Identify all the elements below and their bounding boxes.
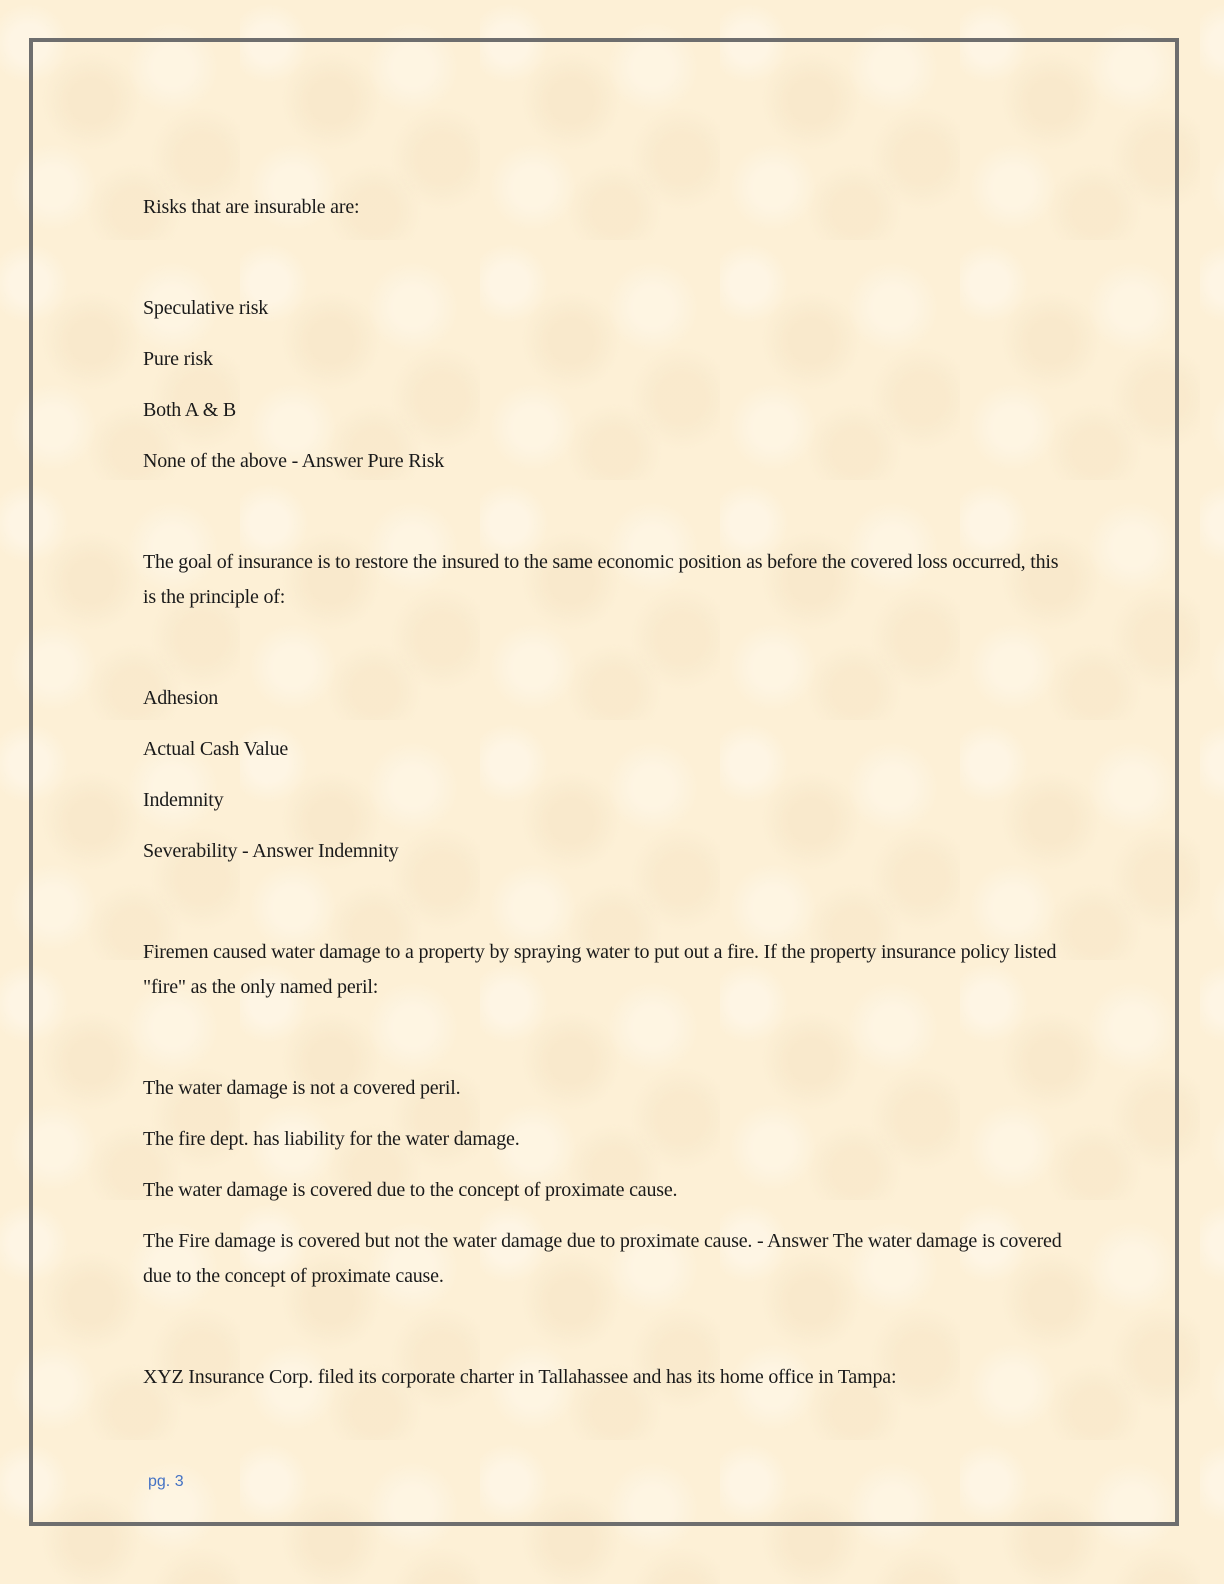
question-text: Risks that are insurable are: (143, 196, 360, 218)
document-body (143, 190, 1073, 1395)
answer-option: Adhesion (143, 687, 219, 709)
answer-option: Both A & B (143, 399, 237, 421)
answer-option: Severability - Answer Indemnity (143, 840, 399, 862)
answer-option: None of the above - Answer Pure Risk (143, 450, 445, 472)
question-text: XYZ Insurance Corp. filed its corporate charter in Tallahassee and has its home office in Tampa: (143, 1366, 897, 1388)
answer-option: Pure risk (143, 348, 213, 370)
answer-option: The fire dept. has liability for the water damage. (143, 1128, 520, 1150)
answer-option: The water damage is not a covered peril. (143, 1077, 461, 1099)
answer-option: Actual Cash Value (143, 738, 289, 760)
answer-option: The water damage is covered due to the concept of proximate cause. (143, 1179, 678, 1201)
question-text: Firemen caused water damage to a property by spraying water to put out a fire. If the property insurance policy listed "fire" as the only named peril: (143, 941, 1057, 998)
answer-option: Speculative risk (143, 297, 269, 319)
answer-option: The Fire damage is covered but not the water damage due to proximate cause. - Answer The water damage is covered due to the concept of proximate cause. (143, 1230, 1062, 1287)
question-text: The goal of insurance is to restore the insured to the same economic position as before the covered loss occurred, this is the principle of: (143, 551, 1059, 608)
answer-option: Indemnity (143, 789, 224, 811)
page-number: pg. 3 (148, 1473, 184, 1490)
